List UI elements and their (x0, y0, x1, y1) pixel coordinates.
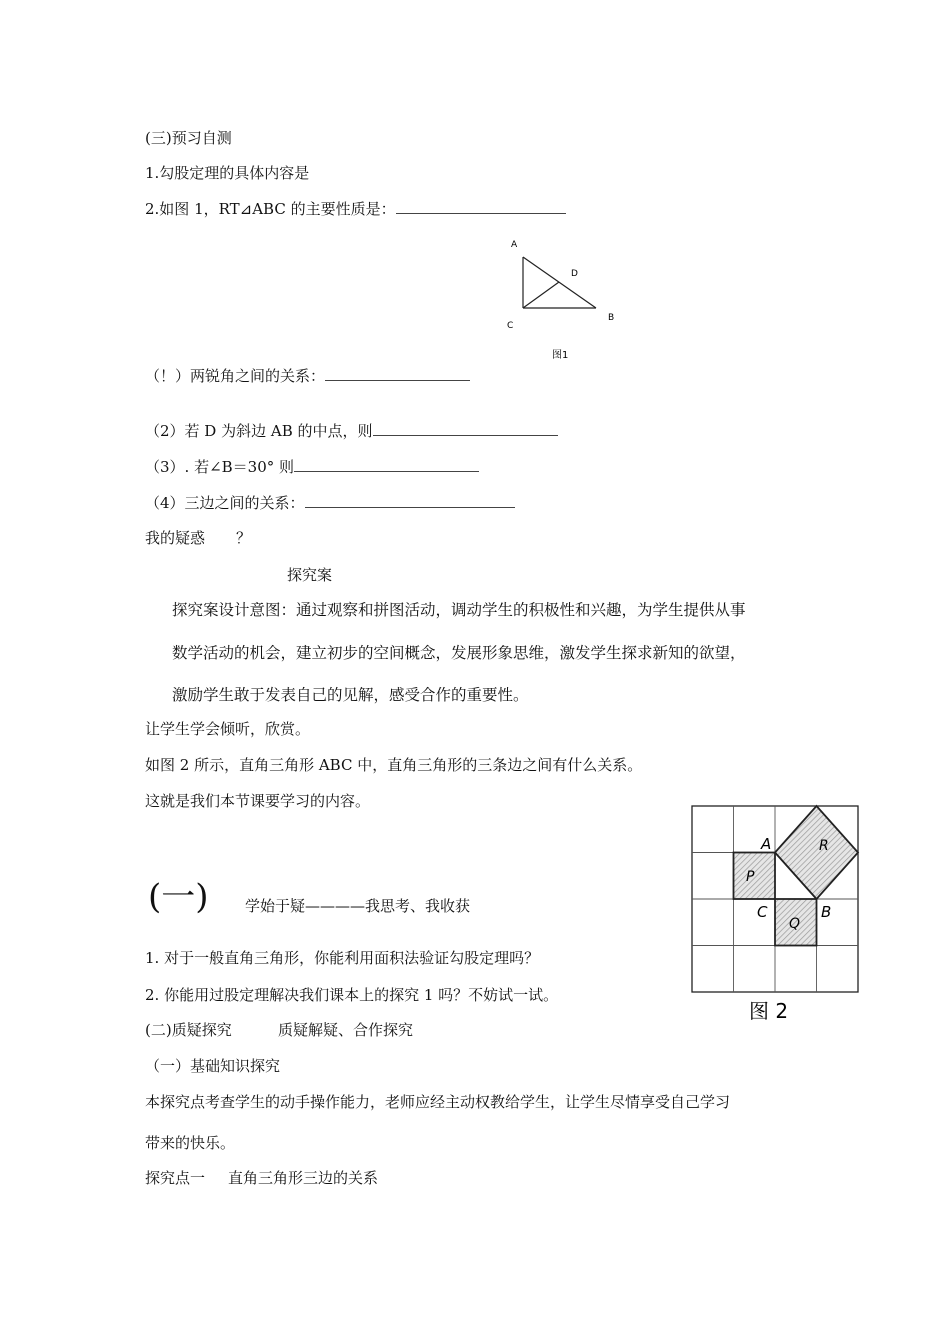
sub-question-2 (145, 421, 558, 441)
content-line: 这就是我们本节课要学习的内容。 (145, 792, 371, 810)
item-1: 1. 对于一般直角三角形，你能利用面积法验证勾股定理吗？ (145, 949, 540, 967)
part-one-mark: (一) (148, 877, 209, 917)
sub-question-1 (145, 366, 470, 386)
section-preview-title: (三)预习自测 (145, 129, 232, 147)
figure-1-triangle (500, 230, 630, 365)
explore-title: 探究案 (287, 566, 333, 584)
figure-2-caption: 图 2 (749, 999, 789, 1023)
intent-line-2: 数学活动的机会，建立初步的空间概念，发展形象思维，激发学生探求新知的欲望， (172, 644, 746, 662)
question-2-text: 2.如图 1，RT⊿ABC 的主要性质是： (145, 200, 396, 218)
label-c: C (757, 903, 768, 921)
sub-question-4 (145, 493, 515, 513)
question-2 (145, 199, 566, 219)
doubt-mark: ？ (236, 529, 252, 547)
part-one-title: 学始于疑————我思考、我收获 (245, 897, 471, 915)
question-1: 1.勾股定理的具体内容是 (145, 164, 310, 182)
label-q: Q (789, 916, 801, 932)
sub-question-4-text: （4）三边之间的关系： (145, 494, 305, 512)
label-b: B (821, 903, 832, 921)
sub-question-3-text: （3）. 若∠B＝30° 则 (145, 458, 295, 476)
figure-2-line: 如图 2 所示，直角三角形 ABC 中，直角三角形的三条边之间有什么关系。 (145, 756, 643, 774)
item-2: 2. 你能用过股定理解决我们课本上的探究 1 吗？不妨试一试。 (145, 986, 559, 1004)
figure-2-grid (685, 800, 865, 1025)
section-question-title: (二)质疑探究 (145, 1021, 232, 1039)
label-a: A (761, 835, 772, 853)
sub-question-3 (145, 457, 479, 477)
listen-line: 让学生学会倾听，欣赏。 (145, 720, 311, 738)
answer-blank (294, 457, 479, 472)
sub-question-1-text: （！）两锐角之间的关系： (145, 367, 326, 385)
label-d: D (571, 269, 578, 279)
answer-blank (396, 199, 566, 214)
label-a: A (511, 240, 518, 250)
label-r: R (819, 838, 829, 854)
section-question-subtitle: 质疑解疑、合作探究 (278, 1021, 414, 1039)
answer-blank (373, 421, 558, 436)
answer-blank (305, 493, 515, 508)
basic-line-2: 带来的快乐。 (145, 1134, 236, 1152)
label-b: B (608, 313, 615, 323)
median-cd (523, 282, 559, 308)
label-c: C (507, 321, 514, 331)
explore-point-one: 探究点一 (145, 1169, 206, 1187)
doubt-label: 我的疑惑 (145, 529, 206, 547)
intent-line-3: 激励学生敢于发表自己的见解，感受合作的重要性。 (172, 686, 529, 704)
explore-point-one-title: 直角三角形三边的关系 (228, 1169, 379, 1187)
basic-line-1: 本探究点考查学生的动手操作能力，老师应经主动权教给学生，让学生尽情享受自己学习 (145, 1093, 731, 1111)
figure-1-caption: 图1 (552, 350, 569, 361)
intent-line-1: 探究案设计意图：通过观察和拼图活动，调动学生的积极性和兴趣，为学生提供从事 (172, 601, 746, 619)
label-p: P (746, 869, 755, 885)
basic-knowledge-title: （一）基础知识探究 (145, 1057, 281, 1075)
answer-blank (325, 366, 470, 381)
sub-question-2-text: （2）若 D 为斜边 AB 的中点，则 (145, 422, 373, 440)
